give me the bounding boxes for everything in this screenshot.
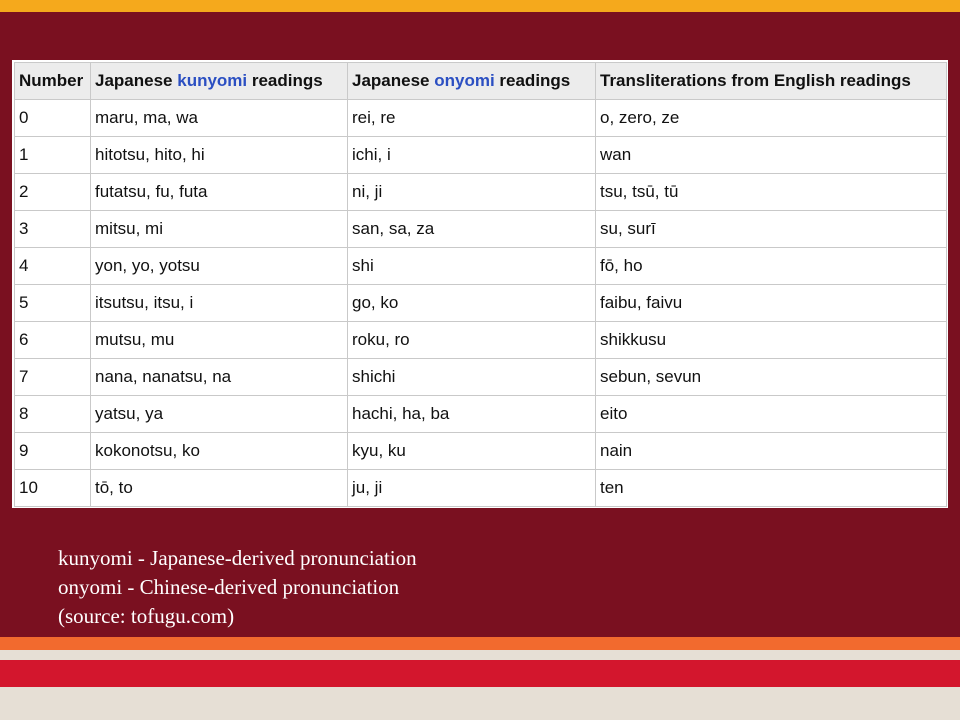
bottom-stripe-red (0, 660, 960, 687)
header-kunyomi-keyword: kunyomi (177, 71, 248, 90)
table-row (15, 322, 947, 359)
cell-kunyomi: itsutsu, itsu, i (91, 285, 348, 322)
cell-english: fō, ho (596, 248, 947, 285)
readings-table-container (12, 60, 948, 508)
header-onyomi-keyword: onyomi (434, 71, 495, 90)
header-onyomi-suffix: readings (494, 71, 571, 90)
cell-english: sebun, sevun (596, 359, 947, 396)
cell-english: su, surī (596, 211, 947, 248)
header-number: Number (15, 63, 91, 100)
table-row (15, 211, 947, 248)
footnote-block (58, 544, 417, 631)
cell-english: eito (596, 396, 947, 433)
cell-english: shikkusu (596, 322, 947, 359)
cell-english: o, zero, ze (596, 100, 947, 137)
cell-onyomi: ichi, i (348, 137, 596, 174)
cell-number: 1 (15, 137, 91, 174)
table-row (15, 396, 947, 433)
cell-onyomi: kyu, ku (348, 433, 596, 470)
header-kunyomi (91, 63, 348, 100)
cell-english: faibu, faivu (596, 285, 947, 322)
cell-number: 6 (15, 322, 91, 359)
cell-english: ten (596, 470, 947, 507)
cell-number: 0 (15, 100, 91, 137)
bottom-stripe-gap (0, 650, 960, 660)
cell-onyomi: go, ko (348, 285, 596, 322)
table-row (15, 174, 947, 211)
table-row (15, 285, 947, 322)
cell-kunyomi: mutsu, mu (91, 322, 348, 359)
cell-number: 2 (15, 174, 91, 211)
table-row (15, 470, 947, 507)
cell-english: tsu, tsū, tū (596, 174, 947, 211)
table-header-row (15, 63, 947, 100)
header-onyomi-prefix: Japanese (352, 71, 435, 90)
cell-number: 5 (15, 285, 91, 322)
cell-number: 10 (15, 470, 91, 507)
cell-kunyomi: yon, yo, yotsu (91, 248, 348, 285)
cell-onyomi: san, sa, za (348, 211, 596, 248)
cell-number: 7 (15, 359, 91, 396)
cell-onyomi: shichi (348, 359, 596, 396)
cell-english: wan (596, 137, 947, 174)
cell-onyomi: roku, ro (348, 322, 596, 359)
top-accent-bar (0, 0, 960, 12)
cell-onyomi: hachi, ha, ba (348, 396, 596, 433)
cell-number: 8 (15, 396, 91, 433)
cell-kunyomi: maru, ma, wa (91, 100, 348, 137)
header-english: Transliterations from English readings (596, 63, 947, 100)
cell-onyomi: ju, ji (348, 470, 596, 507)
header-kunyomi-suffix: readings (247, 71, 323, 90)
table-row (15, 359, 947, 396)
cell-onyomi: ni, ji (348, 174, 596, 211)
header-onyomi (348, 63, 596, 100)
table-row (15, 248, 947, 285)
cell-kunyomi: hitotsu, hito, hi (91, 137, 348, 174)
cell-onyomi: shi (348, 248, 596, 285)
cell-kunyomi: futatsu, fu, futa (91, 174, 348, 211)
table-row (15, 137, 947, 174)
cell-kunyomi: tō, to (91, 470, 348, 507)
cell-kunyomi: mitsu, mi (91, 211, 348, 248)
cell-kunyomi: nana, nanatsu, na (91, 359, 348, 396)
table-row (15, 100, 947, 137)
cell-english: nain (596, 433, 947, 470)
cell-number: 3 (15, 211, 91, 248)
cell-number: 9 (15, 433, 91, 470)
cell-number: 4 (15, 248, 91, 285)
footnote-onyomi: onyomi - Chinese-derived pronunciation (58, 575, 400, 599)
cell-kunyomi: yatsu, ya (91, 396, 348, 433)
cell-onyomi: rei, re (348, 100, 596, 137)
footnote-source: (source: tofugu.com) (58, 604, 235, 628)
table-row (15, 433, 947, 470)
cell-kunyomi: kokonotsu, ko (91, 433, 348, 470)
bottom-stripe-orange (0, 637, 960, 650)
number-readings-table (14, 62, 947, 507)
bottom-stripe-light (0, 687, 960, 720)
header-kunyomi-prefix: Japanese (95, 71, 178, 90)
footnote-kunyomi: kunyomi - Japanese-derived pronunciation (58, 546, 417, 570)
